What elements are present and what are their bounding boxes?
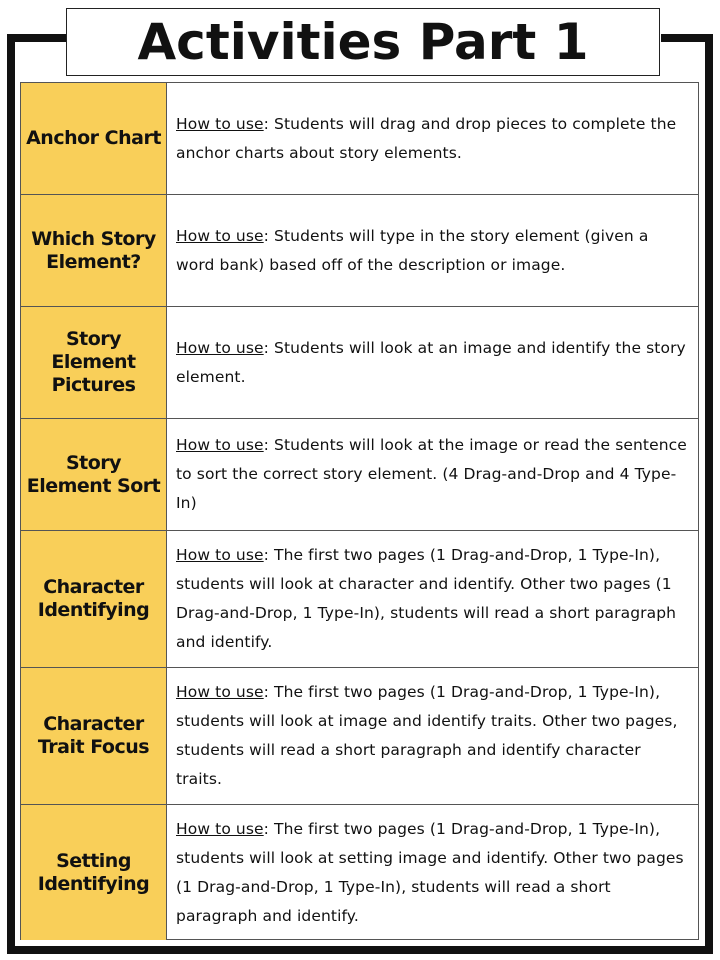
title-box <box>66 8 660 76</box>
activity-name-cell <box>21 83 167 194</box>
activity-description: How to use: Students will look at the image or read the sentence to sort the correct story element. (4 Drag-and-Drop and 4 Type-In) <box>176 436 687 512</box>
table-row <box>21 419 698 531</box>
page-title: Activities Part 1 <box>137 13 589 71</box>
activity-name: Character Identifying <box>37 576 150 621</box>
frame-border-top-left <box>7 34 67 42</box>
how-to-use-label: How to use <box>176 338 264 357</box>
table-row <box>21 531 698 668</box>
activity-description: How to use: Students will type in the story element (given a word bank) based off of the description or image. <box>176 226 649 274</box>
activity-description-text: The first two pages (1 Drag-and-Drop, 1 Type-In), students will look at image and identify traits. Other two pages, students will read a short paragraph and identify character traits. <box>176 683 678 788</box>
table-row <box>21 805 698 940</box>
table-row <box>21 195 698 307</box>
how-to-use-label: How to use <box>176 114 264 133</box>
activity-description-text: Students will look at the image or read the sentence to sort the correct story element. (4 Drag-and-Drop and 4 Type-In) <box>176 436 687 512</box>
table-row <box>21 307 698 419</box>
activity-description-cell <box>167 195 698 306</box>
activity-description-text: Students will type in the story element (given a word bank) based off of the description or image. <box>176 226 649 274</box>
activity-description-cell <box>167 307 698 418</box>
table-row <box>21 668 698 805</box>
activity-description-text: The first two pages (1 Drag-and-Drop, 1 Type-In), students will look at setting image and identify. Other two pages (1 Drag-and-Drop, 1 Type-In), students will read a short paragraph and identify. <box>176 819 684 925</box>
how-to-use-label: How to use <box>176 436 264 454</box>
activity-description-text: The first two pages (1 Drag-and-Drop, 1 Type-In), students will look at character and identify. Other two pages (1 Drag-and-Drop, 1 Type-In), students will read a short paragraph and identify. <box>176 546 677 651</box>
activities-table <box>20 82 699 940</box>
activity-description-cell <box>167 531 698 667</box>
activity-name: Which Story Element? <box>31 227 156 273</box>
activity-name: Setting Identifying <box>37 849 150 895</box>
how-to-use-label: How to use <box>176 546 264 564</box>
frame-border-right <box>705 34 713 954</box>
how-to-use-label: How to use <box>176 226 264 245</box>
activity-name: Character Trait Focus <box>37 713 150 758</box>
activity-name-cell <box>21 195 167 306</box>
activity-description: How to use: The first two pages (1 Drag-and-Drop, 1 Type-In), students will look at image and identify traits. Other two pages, students will read a short paragraph and identify character traits. <box>176 683 678 788</box>
activity-description: How to use: The first two pages (1 Drag-and-Drop, 1 Type-In), students will look at setting image and identify. Other two pages (1 Drag-and-Drop, 1 Type-In), students will read a short paragraph and identify. <box>176 819 684 925</box>
activity-name-cell <box>21 531 167 667</box>
activity-description-text: Students will drag and drop pieces to complete the anchor charts about story elements. <box>176 114 677 162</box>
activity-name: Anchor Chart <box>26 127 161 149</box>
activity-description-cell <box>167 805 698 940</box>
table-row <box>21 83 698 195</box>
activity-description-cell <box>167 668 698 804</box>
activity-name-cell <box>21 307 167 418</box>
frame-border-left <box>7 34 15 954</box>
activity-description-cell <box>167 83 698 194</box>
activity-name: Story Element Pictures <box>51 328 136 396</box>
activity-description-cell <box>167 419 698 530</box>
how-to-use-label: How to use <box>176 819 264 838</box>
activity-description: How to use: The first two pages (1 Drag-and-Drop, 1 Type-In), students will look at character and identify. Other two pages (1 Drag-and-Drop, 1 Type-In), students will read a short paragraph and identify. <box>176 546 677 651</box>
activity-name-cell <box>21 668 167 804</box>
activity-description: How to use: Students will look at an image and identify the story element. <box>176 338 686 386</box>
frame-border-bottom <box>7 946 713 954</box>
activity-name: Story Element Sort <box>26 451 161 497</box>
activity-name-cell <box>21 419 167 530</box>
activity-description: How to use: Students will drag and drop pieces to complete the anchor charts about story elements. <box>176 114 677 162</box>
activity-description-text: Students will look at an image and identify the story element. <box>176 338 686 386</box>
activity-name-cell <box>21 805 167 940</box>
how-to-use-label: How to use <box>176 683 264 701</box>
